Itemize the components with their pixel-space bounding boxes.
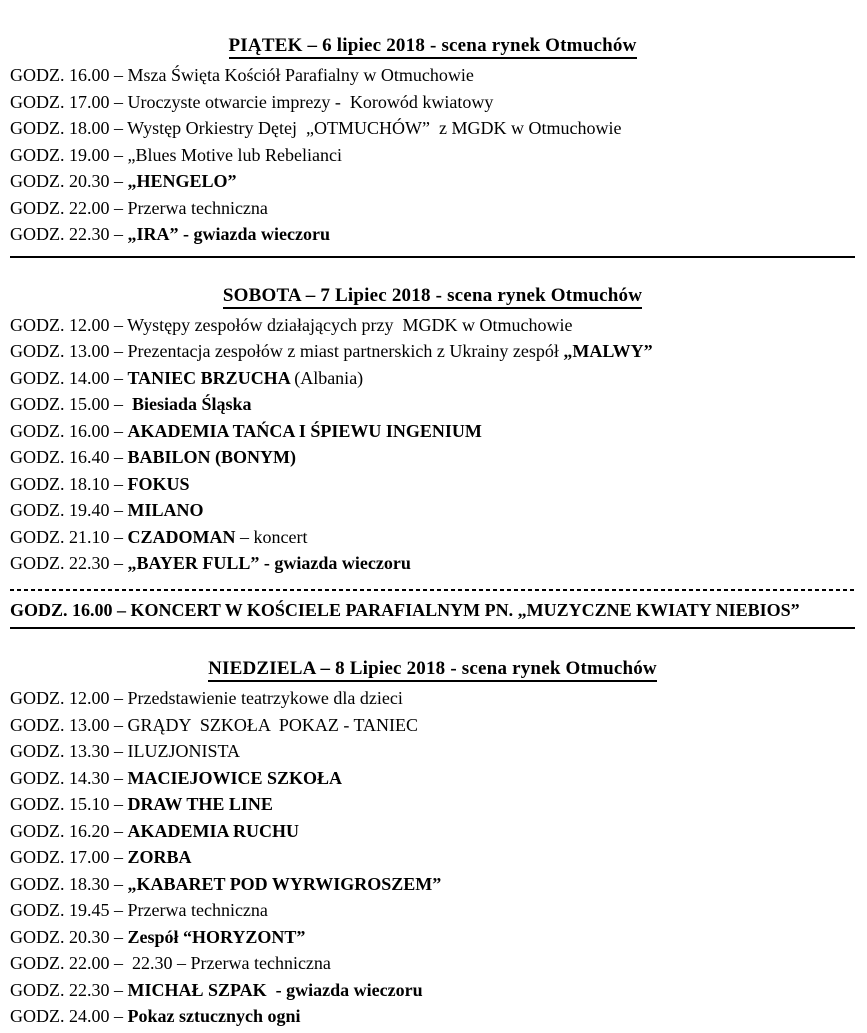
schedule-section-sunday bbox=[10, 655, 855, 1030]
divider-solid bbox=[10, 256, 855, 258]
event-text: GODZ. 20.30 – bbox=[10, 171, 128, 191]
schedule-section-church bbox=[10, 597, 855, 624]
event-line bbox=[10, 818, 855, 845]
event-line bbox=[10, 524, 855, 551]
event-line bbox=[10, 712, 855, 739]
event-line bbox=[10, 142, 855, 169]
section-title-text: SOBOTA – 7 Lipiec 2018 - scena rynek Otmuchów bbox=[223, 285, 642, 309]
event-line bbox=[10, 924, 855, 951]
event-text: GODZ. 19.40 – bbox=[10, 500, 128, 520]
event-text: GODZ. 22.30 – bbox=[10, 553, 128, 573]
event-text: (Albania) bbox=[294, 367, 364, 388]
event-text-bold: „IRA” - gwiazda wieczoru bbox=[127, 224, 330, 244]
event-text: GODZ. 22.00 – 22.30 – Przerwa techniczna bbox=[10, 953, 331, 973]
event-text-bold: ZORBA bbox=[127, 847, 192, 867]
event-text-bold: „MALWY” bbox=[563, 341, 653, 361]
section-title-saturday bbox=[10, 282, 855, 310]
section-title-friday bbox=[10, 32, 855, 60]
event-text: GODZ. 19.00 – „Blues Motive lub Rebelianci bbox=[10, 144, 342, 165]
event-line bbox=[10, 338, 855, 365]
event-text-bold: Pokaz sztucznych ogni bbox=[127, 1006, 301, 1026]
event-text-bold: „HENGELO” bbox=[127, 171, 237, 191]
event-line bbox=[10, 365, 855, 392]
event-text: GODZ. 12.00 – Występy zespołów działających przy MGDK w Otmuchowie bbox=[10, 314, 573, 335]
event-text: GODZ. 12.00 – Przedstawienie teatrzykowe dla dzieci bbox=[10, 688, 403, 708]
event-text: GODZ. 24.00 – bbox=[10, 1006, 128, 1026]
event-text: GODZ. 20.30 – bbox=[10, 926, 128, 947]
event-text-bold: TANIEC BRZUCHA bbox=[127, 367, 295, 388]
event-text-bold: AKADEMIA RUCHU bbox=[127, 820, 300, 841]
divider-solid bbox=[10, 627, 855, 629]
event-line bbox=[10, 497, 855, 524]
event-text: GODZ. 16.00 – bbox=[10, 420, 128, 441]
event-text: GODZ. 16.00 – Msza Święta Kościół Parafialny w Otmuchowie bbox=[10, 65, 474, 85]
event-line bbox=[10, 312, 855, 339]
event-line bbox=[10, 685, 855, 712]
event-text: GODZ. 13.00 – GRĄDY SZKOŁA POKAZ - TANIEC bbox=[10, 714, 419, 735]
event-text: GODZ. 15.00 – bbox=[10, 394, 132, 414]
event-line bbox=[10, 391, 855, 418]
event-text-bold: MILANO bbox=[127, 500, 204, 520]
event-text: GODZ. 14.00 – bbox=[10, 367, 128, 388]
event-text-bold: CZADOMAN bbox=[127, 526, 236, 547]
event-text: GODZ. 18.00 – Występ Orkiestry Dętej „OTMUCHÓW” z MGDK w Otmuchowie bbox=[10, 118, 622, 138]
schedule-section-friday bbox=[10, 32, 855, 248]
section-title-sunday bbox=[10, 655, 855, 683]
event-text: GODZ. 17.00 – Uroczyste otwarcie imprezy - Korowód kwiatowy bbox=[10, 91, 494, 112]
event-line bbox=[10, 550, 855, 577]
event-text-bold: MICHAŁ SZPAK - gwiazda wieczoru bbox=[127, 979, 423, 1000]
event-text-bold: „BAYER FULL” - gwiazda wieczoru bbox=[127, 553, 411, 573]
event-line bbox=[10, 89, 855, 116]
event-line bbox=[10, 977, 855, 1004]
event-text-bold: FOKUS bbox=[127, 473, 190, 494]
event-text-bold: Biesiada Śląska bbox=[132, 394, 252, 414]
event-text: GODZ. 18.10 – bbox=[10, 473, 128, 494]
event-line bbox=[10, 221, 855, 248]
event-line bbox=[10, 418, 855, 445]
event-line bbox=[10, 62, 855, 89]
event-line bbox=[10, 844, 855, 871]
event-text-bold: AKADEMIA TAŃCA I ŚPIEWU INGENIUM bbox=[127, 420, 482, 441]
event-text: GODZ. 22.00 – Przerwa techniczna bbox=[10, 197, 268, 218]
event-text-bold: „KABARET POD WYRWIGROSZEM” bbox=[127, 873, 442, 894]
schedule-section-saturday bbox=[10, 282, 855, 577]
event-text: GODZ. 15.10 – bbox=[10, 794, 128, 814]
event-line bbox=[10, 738, 855, 765]
event-line bbox=[10, 897, 855, 924]
event-text-bold: DRAW THE LINE bbox=[127, 794, 273, 814]
event-text: GODZ. 14.30 – bbox=[10, 767, 128, 788]
event-text: GODZ. 16.20 – bbox=[10, 820, 128, 841]
event-text: – koncert bbox=[235, 526, 308, 547]
event-text-bold: MACIEJOWICE SZKOŁA bbox=[127, 767, 343, 788]
event-text-bold: Zespół “HORYZONT” bbox=[127, 926, 306, 947]
event-text: GODZ. 16.40 – bbox=[10, 447, 128, 467]
event-text: GODZ. 19.45 – Przerwa techniczna bbox=[10, 900, 268, 920]
event-text: GODZ. 21.10 – bbox=[10, 526, 128, 547]
event-text: GODZ. 22.30 – bbox=[10, 224, 128, 244]
event-text-bold: BABILON (BONYM) bbox=[127, 447, 297, 467]
event-line bbox=[10, 444, 855, 471]
event-line bbox=[10, 115, 855, 142]
section-title-text: PIĄTEK – 6 lipiec 2018 - scena rynek Otmuchów bbox=[229, 35, 637, 59]
section-title-text: NIEDZIELA – 8 Lipiec 2018 - scena rynek Otmuchów bbox=[208, 658, 657, 682]
event-line bbox=[10, 950, 855, 977]
event-text: GODZ. 13.00 – Prezentacja zespołów z miast partnerskich z Ukrainy zespół bbox=[10, 341, 564, 361]
event-line bbox=[10, 1003, 855, 1030]
event-text: GODZ. 18.30 – bbox=[10, 873, 128, 894]
event-text: GODZ. 22.30 – bbox=[10, 979, 128, 1000]
event-text: GODZ. 17.00 – bbox=[10, 847, 128, 867]
event-line bbox=[10, 597, 855, 624]
event-text-bold: GODZ. 16.00 – KONCERT W KOŚCIELE PARAFIALNYM PN. „MUZYCZNE KWIATY NIEBIOS” bbox=[10, 599, 800, 620]
event-line bbox=[10, 195, 855, 222]
event-line bbox=[10, 765, 855, 792]
event-text: GODZ. 13.30 – ILUZJONISTA bbox=[10, 741, 241, 761]
divider-dashed bbox=[10, 589, 855, 591]
event-line bbox=[10, 871, 855, 898]
event-line bbox=[10, 168, 855, 195]
event-line bbox=[10, 791, 855, 818]
event-line bbox=[10, 471, 855, 498]
